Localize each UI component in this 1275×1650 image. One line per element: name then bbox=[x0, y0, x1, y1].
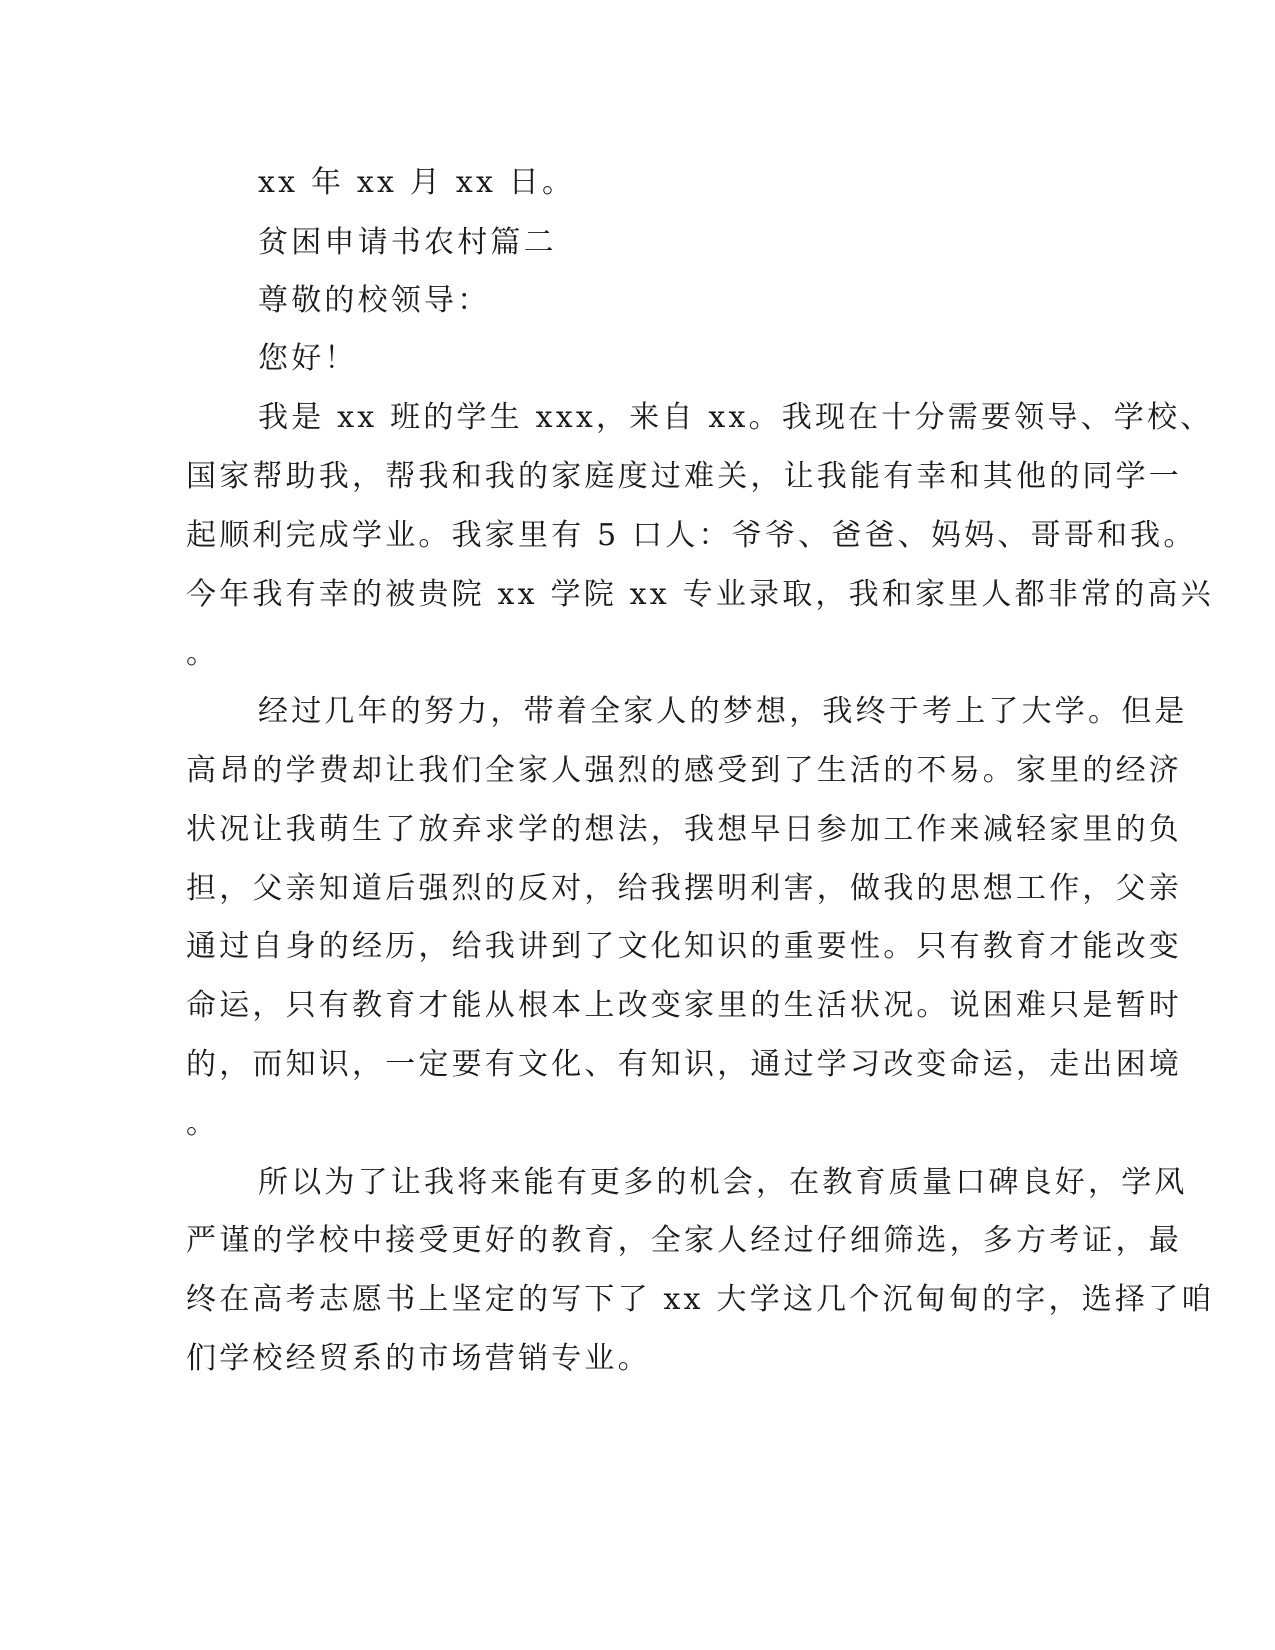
paragraph-line: 严谨的学校中接受更好的教育，全家人经过仔细筛选，多方考证，最 bbox=[186, 1223, 1182, 1258]
greeting: 您好！ bbox=[258, 341, 358, 376]
paragraph-line: 。 bbox=[186, 1106, 220, 1141]
paragraph-line: 的，而知识，一定要有文化、有知识，通过学习改变命运，走出困境 bbox=[186, 1047, 1182, 1082]
paragraph-line: 起顺利完成学业。我家里有 5 口人：爷爷、爸爸、妈妈、哥哥和我。 bbox=[186, 518, 1197, 553]
date-line: xx 年 xx 月 xx 日。 bbox=[258, 165, 576, 200]
paragraph-line: 状况让我萌生了放弃求学的想法，我想早日参加工作来减轻家里的负 bbox=[186, 812, 1182, 847]
paragraph-line: 高昂的学费却让我们全家人强烈的感受到了生活的不易。家里的经济 bbox=[186, 753, 1182, 788]
paragraph-line: 所以为了让我将来能有更多的机会，在教育质量口碑良好，学风 bbox=[258, 1165, 1188, 1200]
paragraph-line: 我是 xx 班的学生 xxx，来自 xx。我现在十分需要领导、学校、 bbox=[258, 400, 1214, 435]
section-title: 贫困申请书农村篇二 bbox=[258, 225, 557, 260]
salutation: 尊敬的校领导： bbox=[258, 283, 491, 318]
paragraph-line: 命运，只有教育才能从根本上改变家里的生活状况。说困难只是暂时 bbox=[186, 988, 1182, 1023]
paragraph-line: 担，父亲知道后强烈的反对，给我摆明利害，做我的思想工作，父亲 bbox=[186, 871, 1182, 906]
paragraph-line: 今年我有幸的被贵院 xx 学院 xx 专业录取，我和家里人都非常的高兴 bbox=[186, 577, 1214, 612]
paragraph-line: 终在高考志愿书上坚定的写下了 xx 大学这几个沉甸甸的字，选择了咱 bbox=[186, 1282, 1215, 1317]
paragraph-line: 国家帮助我，帮我和我的家庭度过难关，让我能有幸和其他的同学一 bbox=[186, 459, 1182, 494]
paragraph-line: 。 bbox=[186, 636, 220, 671]
paragraph-line: 们学校经贸系的市场营销专业。 bbox=[186, 1341, 651, 1376]
paragraph-line: 经过几年的努力，带着全家人的梦想，我终于考上了大学。但是 bbox=[258, 694, 1188, 729]
paragraph-line: 通过自身的经历，给我讲到了文化知识的重要性。只有教育才能改变 bbox=[186, 929, 1182, 964]
